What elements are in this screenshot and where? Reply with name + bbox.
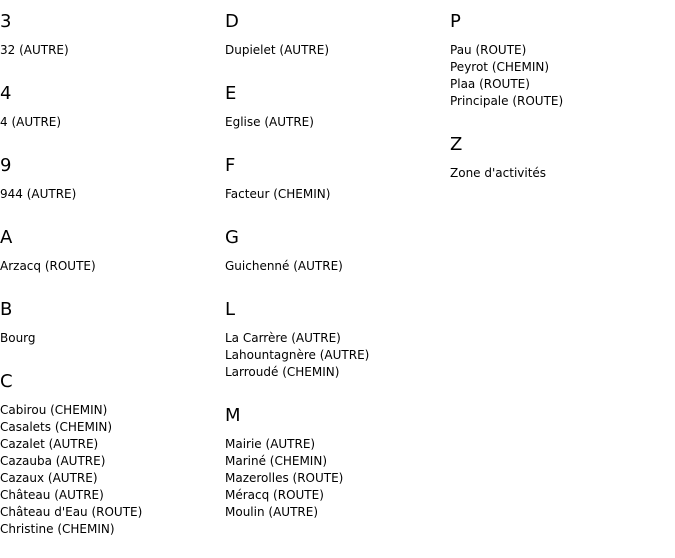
street-list-item: [225, 258, 447, 275]
group-letter-heading: 4: [0, 83, 12, 104]
group-letter-heading: L: [225, 299, 236, 320]
street-list: [0, 330, 222, 347]
street-link[interactable]: Christine (CHEMIN): [0, 522, 115, 536]
street-index-column-3: [450, 10, 672, 182]
street-list: [225, 330, 447, 381]
letter-group: [450, 133, 672, 182]
street-link[interactable]: Cazauba (AUTRE): [0, 454, 106, 468]
street-list-item: [225, 453, 447, 470]
letter-group: [225, 154, 447, 203]
letter-group: [0, 298, 222, 347]
group-letter-heading: Z: [450, 134, 463, 155]
street-list-item: [0, 470, 222, 487]
street-list-item: [225, 487, 447, 504]
street-link[interactable]: Plaa (ROUTE): [450, 77, 530, 91]
street-index-column-1: [0, 10, 222, 538]
street-link[interactable]: Eglise (AUTRE): [225, 115, 314, 129]
street-link[interactable]: Château d'Eau (ROUTE): [0, 505, 143, 519]
street-list-item: [450, 93, 672, 110]
street-list-item: [225, 347, 447, 364]
street-list-item: [225, 436, 447, 453]
street-link[interactable]: Cazaux (AUTRE): [0, 471, 98, 485]
street-link[interactable]: Casalets (CHEMIN): [0, 420, 113, 434]
street-link[interactable]: Principale (ROUTE): [450, 94, 564, 108]
street-list: [225, 258, 447, 275]
group-letter-heading: M: [225, 405, 241, 426]
street-link[interactable]: Mairie (AUTRE): [225, 437, 316, 451]
street-index-column-2: [225, 10, 447, 521]
group-letter-heading: 9: [0, 155, 12, 176]
letter-group: [225, 404, 447, 521]
letter-group: [225, 10, 447, 59]
street-list-item: [0, 419, 222, 436]
street-link[interactable]: Château (AUTRE): [0, 488, 104, 502]
letter-group: [0, 226, 222, 275]
group-letter-heading: B: [0, 299, 13, 320]
street-link[interactable]: Zone d'activités: [450, 166, 547, 180]
street-link[interactable]: Peyrot (CHEMIN): [450, 60, 550, 74]
letter-group: [225, 226, 447, 275]
street-link[interactable]: Facteur (CHEMIN): [225, 187, 331, 201]
street-list: [225, 436, 447, 521]
street-list-item: [225, 470, 447, 487]
letter-group: [0, 370, 222, 538]
street-list-item: [0, 453, 222, 470]
street-list-item: [0, 258, 222, 275]
street-list-item: [225, 330, 447, 347]
letter-group: [225, 82, 447, 131]
street-link[interactable]: Mazerolles (ROUTE): [225, 471, 344, 485]
letter-group: [0, 10, 222, 59]
street-link[interactable]: Pau (ROUTE): [450, 43, 527, 57]
group-letter-heading: A: [0, 227, 13, 248]
street-list: [0, 402, 222, 538]
street-list-item: [450, 42, 672, 59]
street-link[interactable]: Méracq (ROUTE): [225, 488, 324, 502]
street-list-item: [0, 402, 222, 419]
street-link[interactable]: 32 (AUTRE): [0, 43, 69, 57]
street-link[interactable]: Lahountagnère (AUTRE): [225, 348, 370, 362]
street-list: [450, 42, 672, 110]
street-link[interactable]: Cazalet (AUTRE): [0, 437, 99, 451]
street-list-item: [225, 364, 447, 381]
street-link[interactable]: Mariné (CHEMIN): [225, 454, 327, 468]
group-letter-heading: G: [225, 227, 239, 248]
street-link[interactable]: La Carrère (AUTRE): [225, 331, 341, 345]
street-list: [0, 258, 222, 275]
street-list-item: [0, 330, 222, 347]
street-list-item: [0, 186, 222, 203]
letter-group: [225, 298, 447, 381]
street-link[interactable]: 4 (AUTRE): [0, 115, 62, 129]
street-list-item: [0, 504, 222, 521]
street-list-item: [225, 504, 447, 521]
street-link[interactable]: Dupielet (AUTRE): [225, 43, 330, 57]
letter-group: [0, 154, 222, 203]
street-list: [450, 165, 672, 182]
street-list-item: [225, 42, 447, 59]
street-link[interactable]: Arzacq (ROUTE): [0, 259, 96, 273]
street-list: [225, 114, 447, 131]
group-letter-heading: F: [225, 155, 236, 176]
street-list-item: [450, 165, 672, 182]
group-letter-heading: C: [0, 371, 13, 392]
letter-group: [0, 82, 222, 131]
group-letter-heading: P: [450, 11, 461, 32]
street-list-item: [0, 487, 222, 504]
street-link[interactable]: Moulin (AUTRE): [225, 505, 318, 519]
street-list-item: [0, 114, 222, 131]
letter-group: [450, 10, 672, 110]
street-list-item: [450, 76, 672, 93]
street-list: [0, 42, 222, 59]
street-list: [0, 114, 222, 131]
street-link[interactable]: Cabirou (CHEMIN): [0, 403, 108, 417]
street-link[interactable]: Larroudé (CHEMIN): [225, 365, 340, 379]
group-letter-heading: E: [225, 83, 237, 104]
street-list-item: [0, 436, 222, 453]
street-link[interactable]: 944 (AUTRE): [0, 187, 77, 201]
group-letter-heading: D: [225, 11, 239, 32]
street-list: [225, 42, 447, 59]
street-list-item: [225, 186, 447, 203]
street-link[interactable]: Guichenné (AUTRE): [225, 259, 343, 273]
street-list-item: [225, 114, 447, 131]
street-list-item: [0, 42, 222, 59]
street-list: [225, 186, 447, 203]
group-letter-heading: 3: [0, 11, 12, 32]
street-list-item: [0, 521, 222, 538]
street-link[interactable]: Bourg: [0, 331, 36, 345]
street-list-item: [450, 59, 672, 76]
street-list: [0, 186, 222, 203]
